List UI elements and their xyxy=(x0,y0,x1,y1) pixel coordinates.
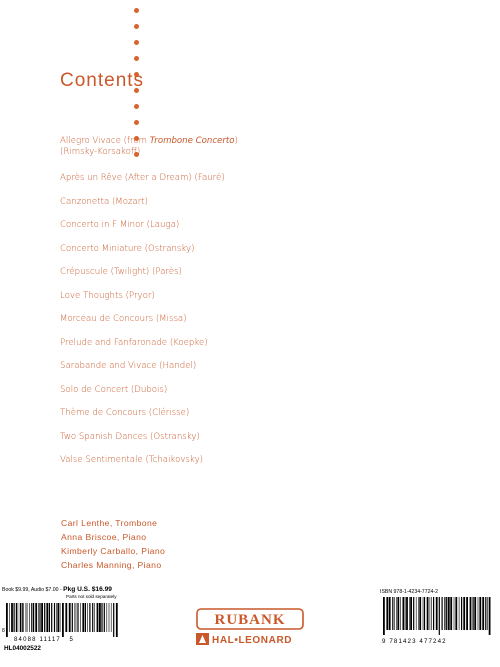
contents-item xyxy=(60,338,360,349)
barcode-bar xyxy=(99,603,101,632)
barcode-bar xyxy=(92,603,93,632)
barcode-bar xyxy=(6,603,8,637)
barcode-bar xyxy=(419,597,421,630)
barcode-bar xyxy=(427,597,429,630)
barcode-bar xyxy=(69,603,71,632)
page-title: Contents xyxy=(60,70,145,91)
barcode-bar xyxy=(94,603,95,632)
barcode-bar xyxy=(111,603,112,632)
barcode-bar xyxy=(416,597,417,630)
decorative-dot xyxy=(134,24,139,29)
contents-item-text: Concerto in F Minor (Lauga) xyxy=(60,220,180,230)
decorative-dot xyxy=(134,8,139,13)
price-total: Pkg U.S. $16.99 xyxy=(63,586,112,593)
performer-line: Charles Manning, Piano xyxy=(61,560,162,570)
barcode-bar xyxy=(444,597,445,630)
decorative-dot xyxy=(134,40,139,45)
barcode-bar xyxy=(20,603,21,632)
upc-barcode xyxy=(4,603,120,637)
barcode-bar xyxy=(489,597,491,635)
rubank-logo xyxy=(196,608,304,630)
barcode-bar xyxy=(436,597,438,630)
barcode-bar xyxy=(89,603,90,632)
barcode-bar xyxy=(430,597,431,630)
contents-item-text: Love Thoughts (Pryor) xyxy=(60,290,155,301)
barcode-bar xyxy=(450,597,452,630)
contents-item-suffix: ) xyxy=(234,136,238,146)
barcode-bar xyxy=(109,603,110,632)
contents-item-text: Morceau de Concours (Missa) xyxy=(60,314,187,324)
barcode-bar xyxy=(392,597,393,630)
contents-item xyxy=(60,432,360,443)
barcode-bar xyxy=(87,603,88,632)
barcode-bar xyxy=(16,603,17,632)
rubank-logo-text: RUBANK xyxy=(214,612,286,628)
barcode-bar xyxy=(405,597,406,630)
barcode-bar xyxy=(101,603,102,632)
barcode-bar xyxy=(116,603,118,637)
barcode-bar xyxy=(461,597,462,630)
barcode-bar xyxy=(423,597,424,630)
contents-item xyxy=(60,385,360,396)
barcode-bar xyxy=(39,603,40,632)
barcode-bar xyxy=(44,603,45,632)
barcode-bar xyxy=(410,597,412,630)
barcode-bar xyxy=(57,603,59,632)
contents-item-text: Sarabande and Vivace (Handel) xyxy=(60,361,197,371)
barcode-bar xyxy=(487,597,488,630)
contents-item xyxy=(60,408,360,419)
decorative-dot xyxy=(134,120,139,125)
barcode-bar xyxy=(463,597,465,630)
hal-leonard-logo-text: HAL•LEONARD xyxy=(212,635,293,646)
barcode-bar xyxy=(406,597,408,630)
barcode-bar xyxy=(470,597,472,630)
barcode-bar xyxy=(22,603,23,632)
performer-line: Kimberly Carballo, Piano xyxy=(61,546,166,556)
barcode-bar xyxy=(77,603,78,632)
contents-item xyxy=(60,267,360,278)
barcode-bar xyxy=(104,603,105,632)
barcode-bar xyxy=(51,603,52,632)
barcode-bar xyxy=(31,603,32,632)
contents-list xyxy=(60,136,360,479)
barcode-bar xyxy=(448,597,450,630)
barcode-bar xyxy=(72,603,73,632)
contents-item xyxy=(60,197,360,208)
contents-item xyxy=(60,314,360,325)
barcode-bar xyxy=(65,603,67,632)
barcode-bar xyxy=(27,603,28,632)
contents-item-text: Solo de Concert (Dubois) xyxy=(60,384,168,395)
contents-item-text: Canzonetta (Mozart) xyxy=(60,196,149,207)
contents-item xyxy=(60,244,360,255)
barcode-bar xyxy=(9,603,10,632)
barcode-bar xyxy=(442,597,443,630)
barcode-bar xyxy=(485,597,486,630)
barcode-bar xyxy=(478,597,479,630)
contents-item xyxy=(60,291,360,302)
contents-item-text: Après un Rêve (After a Dream) (Fauré) xyxy=(60,173,225,183)
hal-leonard-logo xyxy=(196,632,304,646)
barcode-bar xyxy=(409,597,410,630)
barcode-bar xyxy=(33,603,34,632)
contents-item xyxy=(60,173,360,184)
barcode-bar xyxy=(389,597,391,630)
price-text: Book $9.99, Audio $7.00 - xyxy=(2,587,64,593)
contents-item-text: Valse Sentimentale (Tchaikovsky) xyxy=(60,455,204,465)
contents-item xyxy=(60,220,360,231)
barcode-bar xyxy=(41,603,43,632)
barcode-bar xyxy=(85,603,86,632)
barcode-bar xyxy=(400,597,401,630)
performer-credits xyxy=(61,516,165,572)
performer-line: Anna Briscoe, Piano xyxy=(61,532,147,542)
barcode-bar xyxy=(439,597,440,635)
barcode-bar xyxy=(403,597,405,630)
barcode-bar xyxy=(433,597,434,630)
barcode-bar xyxy=(459,597,460,630)
upc-main-digits: 84088 11117 xyxy=(14,637,61,643)
barcode-bar xyxy=(474,597,476,630)
barcode-bar xyxy=(75,603,76,632)
contents-item xyxy=(60,136,360,158)
isbn-barcode xyxy=(381,597,495,635)
contents-item-italic: Trombone Concerto xyxy=(149,136,235,146)
isbn-number: 9 781423 477242 xyxy=(382,638,447,645)
barcode-bar xyxy=(454,597,455,630)
contents-item-text: Allegro Vivace (from xyxy=(60,136,150,146)
barcode-bar xyxy=(54,603,55,632)
barcode-bar xyxy=(107,603,108,632)
isbn-label: ISBN 978-1-4234-7724-2 xyxy=(380,589,438,595)
barcode-bar xyxy=(35,603,37,632)
decorative-dot xyxy=(134,56,139,61)
barcode-bar xyxy=(97,603,99,632)
barcode-bar xyxy=(76,603,77,632)
barcode-bar xyxy=(113,603,114,637)
contents-item-text: Thème de Concours (Clérisse) xyxy=(60,408,190,418)
barcode-bar xyxy=(466,597,468,630)
price-line xyxy=(2,586,112,593)
barcode-bar xyxy=(11,603,13,632)
barcode-bar xyxy=(80,603,81,632)
barcode-bar xyxy=(455,597,457,630)
contents-item-text: Prelude and Fanfaronade (Koepke) xyxy=(60,337,208,348)
barcode-bar xyxy=(46,603,48,632)
barcode-bar xyxy=(62,603,64,637)
contents-item xyxy=(60,455,360,466)
price-note: Parts not sold separately xyxy=(66,594,117,599)
product-code: HL04002522 xyxy=(4,645,41,652)
barcode-bar xyxy=(56,603,57,632)
barcode-bar xyxy=(82,603,84,632)
barcode-bar xyxy=(418,597,419,630)
decorative-dot xyxy=(134,104,139,109)
contents-item-text: Two Spanish Dances (Ostransky) xyxy=(60,431,200,442)
barcode-bar xyxy=(446,597,447,630)
barcode-bar xyxy=(18,603,19,632)
barcode-bar xyxy=(396,597,397,630)
barcode-bar xyxy=(14,603,15,632)
contents-item xyxy=(60,361,360,372)
upc-prefix-digit: 8 xyxy=(2,628,5,634)
contents-item-text: Crépuscule (Twilight) (Parès) xyxy=(60,267,182,277)
barcode-bar xyxy=(424,597,425,630)
barcode-bar xyxy=(383,597,385,635)
barcode-bar xyxy=(38,603,39,632)
barcode-bar xyxy=(49,603,50,632)
barcode-bar xyxy=(386,597,388,630)
barcode-bar xyxy=(479,597,481,630)
barcode-bar xyxy=(482,597,484,630)
barcode-bar xyxy=(29,603,30,632)
contents-item-text: Concerto Miniature (Ostransky) xyxy=(60,243,195,254)
performer-line: Carl Lenthe, Trombone xyxy=(61,518,158,528)
upc-number xyxy=(14,637,74,643)
barcode-bar xyxy=(26,603,27,632)
barcode-bar xyxy=(60,603,61,632)
barcode-bar xyxy=(394,597,395,630)
barcode-bar xyxy=(413,597,414,630)
barcode-bar xyxy=(431,597,432,630)
barcode-bar xyxy=(473,597,474,630)
contents-item-composer: (Rimsky-Korsakoff) xyxy=(60,147,141,157)
barcode-bar xyxy=(397,597,399,630)
upc-check-digit: 5 xyxy=(69,637,75,643)
barcode-bar xyxy=(23,603,24,632)
